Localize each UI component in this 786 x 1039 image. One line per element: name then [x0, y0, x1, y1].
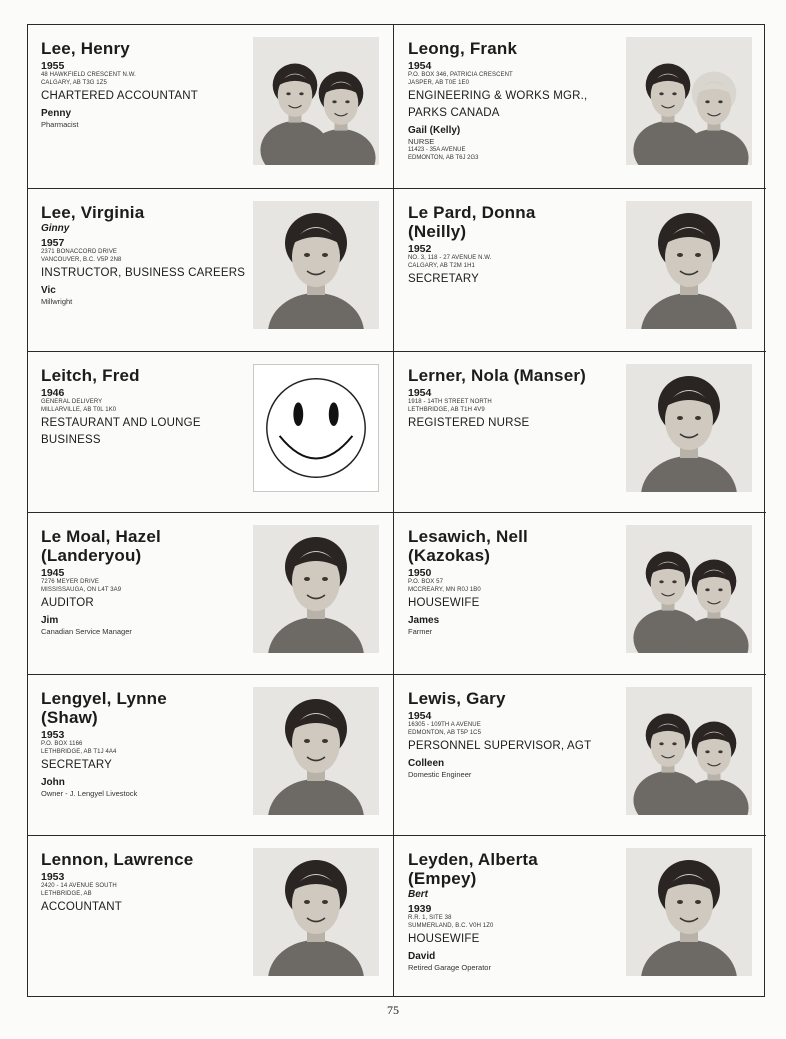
maiden-name: (Kazokas) — [408, 546, 491, 565]
address-line: R.R. 1, SITE 38 — [408, 915, 452, 921]
graduation-year: 1955 — [41, 60, 65, 72]
entry-info — [408, 689, 618, 780]
address-line: MISSISSAUGA, ON L4T 3A9 — [41, 586, 122, 593]
spouse-occupation: Owner - J. Lengyel Livestock — [41, 789, 138, 798]
address-line: LETHBRIDGE, AB T1J 4A4 — [41, 748, 117, 755]
person-name: Leyden, Alberta — [408, 850, 538, 869]
person-name: Lesawich, Nell — [408, 527, 528, 546]
couple-photo — [253, 37, 379, 165]
entry-info — [41, 689, 251, 799]
entry-card — [28, 513, 394, 675]
occupation: BUSINESS — [41, 434, 101, 446]
graduation-year: 1945 — [41, 567, 65, 579]
address-line: P.O. BOX 1166 — [41, 741, 83, 747]
occupation: HOUSEWIFE — [408, 933, 480, 945]
spouse-occupation: Retired Garage Operator — [408, 963, 491, 972]
couple-photo — [626, 37, 752, 165]
person-name: Lewis, Gary — [408, 689, 506, 708]
address-line: 2420 - 14 AVENUE SOUTH — [41, 883, 117, 889]
entry-info — [41, 527, 251, 637]
occupation: ACCOUNTANT — [41, 901, 123, 913]
entry-info — [408, 39, 618, 162]
entry-info — [408, 366, 618, 431]
entry-card — [28, 189, 394, 352]
person-name: Lengyel, Lynne — [41, 689, 167, 708]
couple-photo — [626, 525, 752, 653]
graduation-year: 1952 — [408, 243, 432, 255]
spouse-name: Vic — [41, 285, 56, 296]
entry-info — [41, 366, 251, 448]
address-line: JASPER, AB T0E 1E0 — [408, 79, 470, 86]
nickname: Bert — [408, 889, 429, 900]
occupation: PERSONNEL SUPERVISOR, AGT — [408, 740, 592, 752]
address-line: 1918 - 14TH STREET NORTH — [408, 399, 492, 405]
graduation-year: 1953 — [41, 871, 65, 883]
address-line: 48 HAWKFIELD CRESCENT N.W. — [41, 72, 136, 78]
person-name: Le Moal, Hazel — [41, 527, 161, 546]
address-line: LETHBRIDGE, AB — [41, 890, 92, 897]
address-line: 16305 - 109TH A AVENUE — [408, 722, 481, 728]
occupation: AUDITOR — [41, 597, 94, 609]
spouse-occupation: Canadian Service Manager — [41, 627, 132, 636]
graduation-year: 1950 — [408, 567, 432, 579]
occupation: RESTAURANT AND LOUNGE — [41, 417, 201, 429]
entry-card — [394, 352, 766, 513]
portrait-photo — [626, 848, 752, 976]
person-name: Le Pard, Donna — [408, 203, 536, 222]
entry-card — [394, 25, 766, 189]
spouse-occupation: NURSE — [408, 137, 435, 146]
spouse-address-line: 11423 - 35A AVENUE — [408, 147, 466, 153]
entry-info — [41, 39, 251, 130]
occupation: REGISTERED NURSE — [408, 417, 530, 429]
maiden-name: (Shaw) — [41, 708, 98, 727]
portrait-photo — [253, 687, 379, 815]
occupation: INSTRUCTOR, BUSINESS CAREERS — [41, 267, 246, 279]
spouse-occupation: Farmer — [408, 627, 433, 636]
entry-info — [41, 203, 251, 307]
spouse-occupation: Domestic Engineer — [408, 770, 472, 779]
portrait-photo — [253, 848, 379, 976]
spouse-name: John — [41, 777, 65, 788]
page-number: 75 — [387, 1003, 399, 1017]
person-name: Leitch, Fred — [41, 366, 140, 385]
entry-info — [41, 850, 251, 915]
entry-card — [28, 352, 394, 513]
person-name: Lee, Henry — [41, 39, 130, 58]
address-line: P.O. BOX 346, PATRICIA CRESCENT — [408, 72, 513, 78]
address-line: CALGARY, AB T3G 1Z5 — [41, 79, 107, 86]
address-line: NO. 3, 118 - 27 AVENUE N.W. — [408, 255, 492, 261]
portrait-photo — [626, 364, 752, 492]
address-line: 7276 MEYER DRIVE — [41, 579, 99, 585]
person-name: Lerner, Nola (Manser) — [408, 366, 587, 385]
spouse-name: Jim — [41, 615, 59, 626]
graduation-year: 1953 — [41, 729, 65, 741]
smiley-face — [253, 364, 379, 492]
graduation-year: 1946 — [41, 387, 65, 399]
entry-card — [394, 189, 766, 352]
address-line: VANCOUVER, B.C. V5P 2N8 — [41, 256, 122, 263]
entry-card — [394, 513, 766, 675]
couple-photo — [626, 687, 752, 815]
spouse-occupation: Pharmacist — [41, 120, 79, 129]
graduation-year: 1957 — [41, 237, 65, 249]
entry-info — [408, 527, 618, 637]
occupation: HOUSEWIFE — [408, 597, 480, 609]
directory-grid — [27, 24, 765, 997]
spouse-occupation: Millwright — [41, 297, 73, 306]
entry-info — [408, 850, 618, 973]
graduation-year: 1954 — [408, 387, 432, 399]
spouse-name: Colleen — [408, 758, 445, 769]
address-line: LETHBRIDGE, AB T1H 4V9 — [408, 406, 485, 413]
occupation: CHARTERED ACCOUNTANT — [41, 90, 198, 102]
entry-card — [394, 836, 766, 996]
maiden-name: (Neilly) — [408, 222, 467, 241]
entry-card — [394, 675, 766, 836]
spouse-name: Penny — [41, 108, 72, 119]
occupation: ENGINEERING & WORKS MGR., — [408, 90, 588, 102]
nickname: Ginny — [41, 223, 70, 234]
maiden-name: (Empey) — [408, 869, 477, 888]
address-line: SUMMERLAND, B.C. V0H 1Z0 — [408, 922, 494, 929]
address-line: P.O. BOX 57 — [408, 579, 444, 585]
spouse-name: Gail (Kelly) — [408, 125, 461, 136]
entry-card — [28, 675, 394, 836]
graduation-year: 1939 — [408, 903, 432, 915]
spouse-name: James — [408, 615, 440, 626]
spouse-name: David — [408, 951, 436, 962]
address-line: CALGARY, AB T2M 1H1 — [408, 262, 475, 269]
entry-card — [28, 25, 394, 189]
occupation: PARKS CANADA — [408, 107, 500, 119]
person-name: Leong, Frank — [408, 39, 518, 58]
address-line: EDMONTON, AB T5P 1C5 — [408, 729, 482, 736]
address-line: GENERAL DELIVERY — [41, 399, 103, 405]
portrait-photo — [253, 201, 379, 329]
graduation-year: 1954 — [408, 60, 432, 72]
occupation: SECRETARY — [41, 759, 113, 771]
spouse-address-line: EDMONTON, AB T6J 2G3 — [408, 154, 479, 161]
address-line: MCCREARY, MN R0J 1B0 — [408, 586, 481, 593]
address-line: MILLARVILLE, AB T0L 1K0 — [41, 406, 117, 413]
entry-card — [28, 836, 394, 996]
portrait-photo — [626, 201, 752, 329]
maiden-name: (Landeryou) — [41, 546, 142, 565]
occupation: SECRETARY — [408, 273, 480, 285]
person-name: Lennon, Lawrence — [41, 850, 194, 869]
graduation-year: 1954 — [408, 710, 432, 722]
portrait-photo — [253, 525, 379, 653]
entry-info — [408, 203, 618, 287]
person-name: Lee, Virginia — [41, 203, 145, 222]
address-line: 2371 BONACCORD DRIVE — [41, 249, 118, 255]
